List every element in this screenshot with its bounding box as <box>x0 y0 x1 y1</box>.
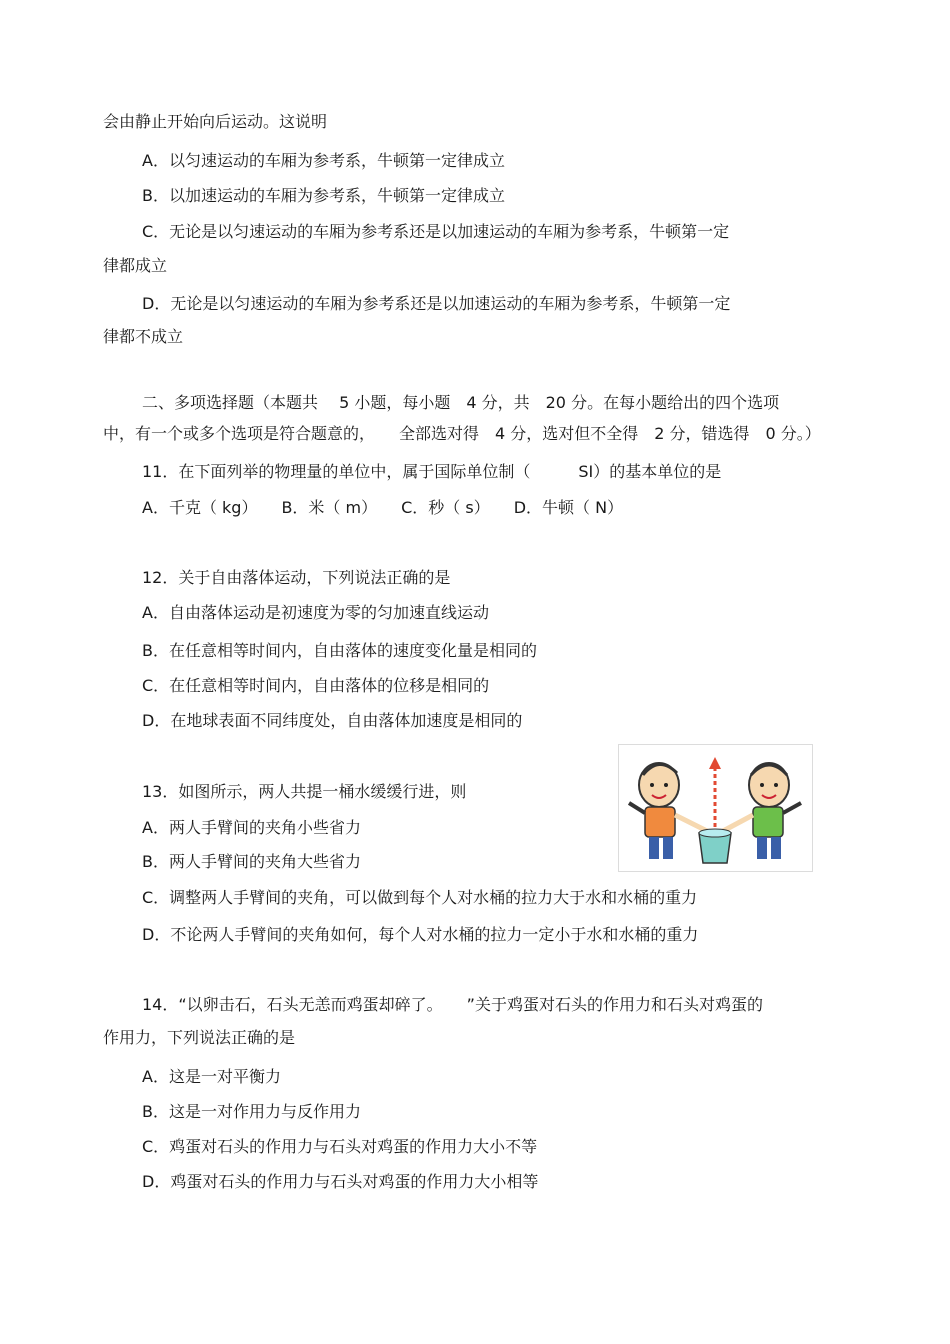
q12-stem: 12．关于自由落体运动，下列说法正确的是 <box>142 568 451 587</box>
section-heading-cont: 中，有一个或多个选项是符合题意的， 全部选对得 4 分，选对但不全得 2 分，错选得 0 分。） <box>103 424 821 443</box>
q11-options: A．千克（ kg） B．米（ m） C．秒（ s） D．牛顿（ N） <box>142 498 624 517</box>
q10-option-c-cont: 律都成立 <box>103 256 168 275</box>
section-heading: 二、多项选择题（本题共 5 小题，每小题 4 分，共 20 分。在每小题给出的四个选项 <box>142 393 780 412</box>
q14-option-a: A．这是一对平衡力 <box>142 1067 281 1086</box>
q10-option-a: A．以匀速运动的车厢为参考系，牛顿第一定律成立 <box>142 151 505 170</box>
q10-option-c: C．无论是以匀速运动的车厢为参考系还是以加速运动的车厢为参考系，牛顿第一定 <box>142 222 730 241</box>
q14-stem: 14．“以卵击石，石头无恙而鸡蛋却碎了。 ”关于鸡蛋对石头的作用力和石头对鸡蛋的 <box>142 995 763 1014</box>
q13-option-d: D．不论两人手臂间的夹角如何，每个人对水桶的拉力一定小于水和水桶的重力 <box>142 925 699 944</box>
q12-option-c: C．在任意相等时间内，自由落体的位移是相同的 <box>142 676 490 695</box>
q13-stem: 13．如图所示，两人共提一桶水缓缓行进，则 <box>142 782 467 801</box>
page-line-continuation: 会由静止开始向后运动。这说明 <box>103 112 328 131</box>
q13-option-c: C．调整两人手臂间的夹角，可以做到每个人对水桶的拉力大于水和水桶的重力 <box>142 888 698 907</box>
figure-illustration <box>618 744 813 872</box>
q14-option-b: B．这是一对作用力与反作用力 <box>142 1102 361 1121</box>
q10-option-b: B．以加速运动的车厢为参考系，牛顿第一定律成立 <box>142 186 505 205</box>
q12-option-b: B．在任意相等时间内，自由落体的速度变化量是相同的 <box>142 641 537 660</box>
q13-option-a: A．两人手臂间的夹角小些省力 <box>142 818 361 837</box>
q10-option-d: D．无论是以匀速运动的车厢为参考系还是以加速运动的车厢为参考系，牛顿第一定 <box>142 294 731 313</box>
q11-stem: 11．在下面列举的物理量的单位中，属于国际单位制（ SI）的基本单位的是 <box>142 462 722 481</box>
q14-option-c: C．鸡蛋对石头的作用力与石头对鸡蛋的作用力大小不等 <box>142 1137 538 1156</box>
q14-option-d: D．鸡蛋对石头的作用力与石头对鸡蛋的作用力大小相等 <box>142 1172 539 1191</box>
q14-stem-cont: 作用力，下列说法正确的是 <box>103 1028 296 1047</box>
q12-option-d: D．在地球表面不同纬度处，自由落体加速度是相同的 <box>142 711 523 730</box>
two-people-carrying-bucket-icon <box>619 745 812 871</box>
q13-option-b: B．两人手臂间的夹角大些省力 <box>142 852 361 871</box>
q10-option-d-cont: 律都不成立 <box>103 327 184 346</box>
q12-option-a: A．自由落体运动是初速度为零的匀加速直线运动 <box>142 603 489 622</box>
